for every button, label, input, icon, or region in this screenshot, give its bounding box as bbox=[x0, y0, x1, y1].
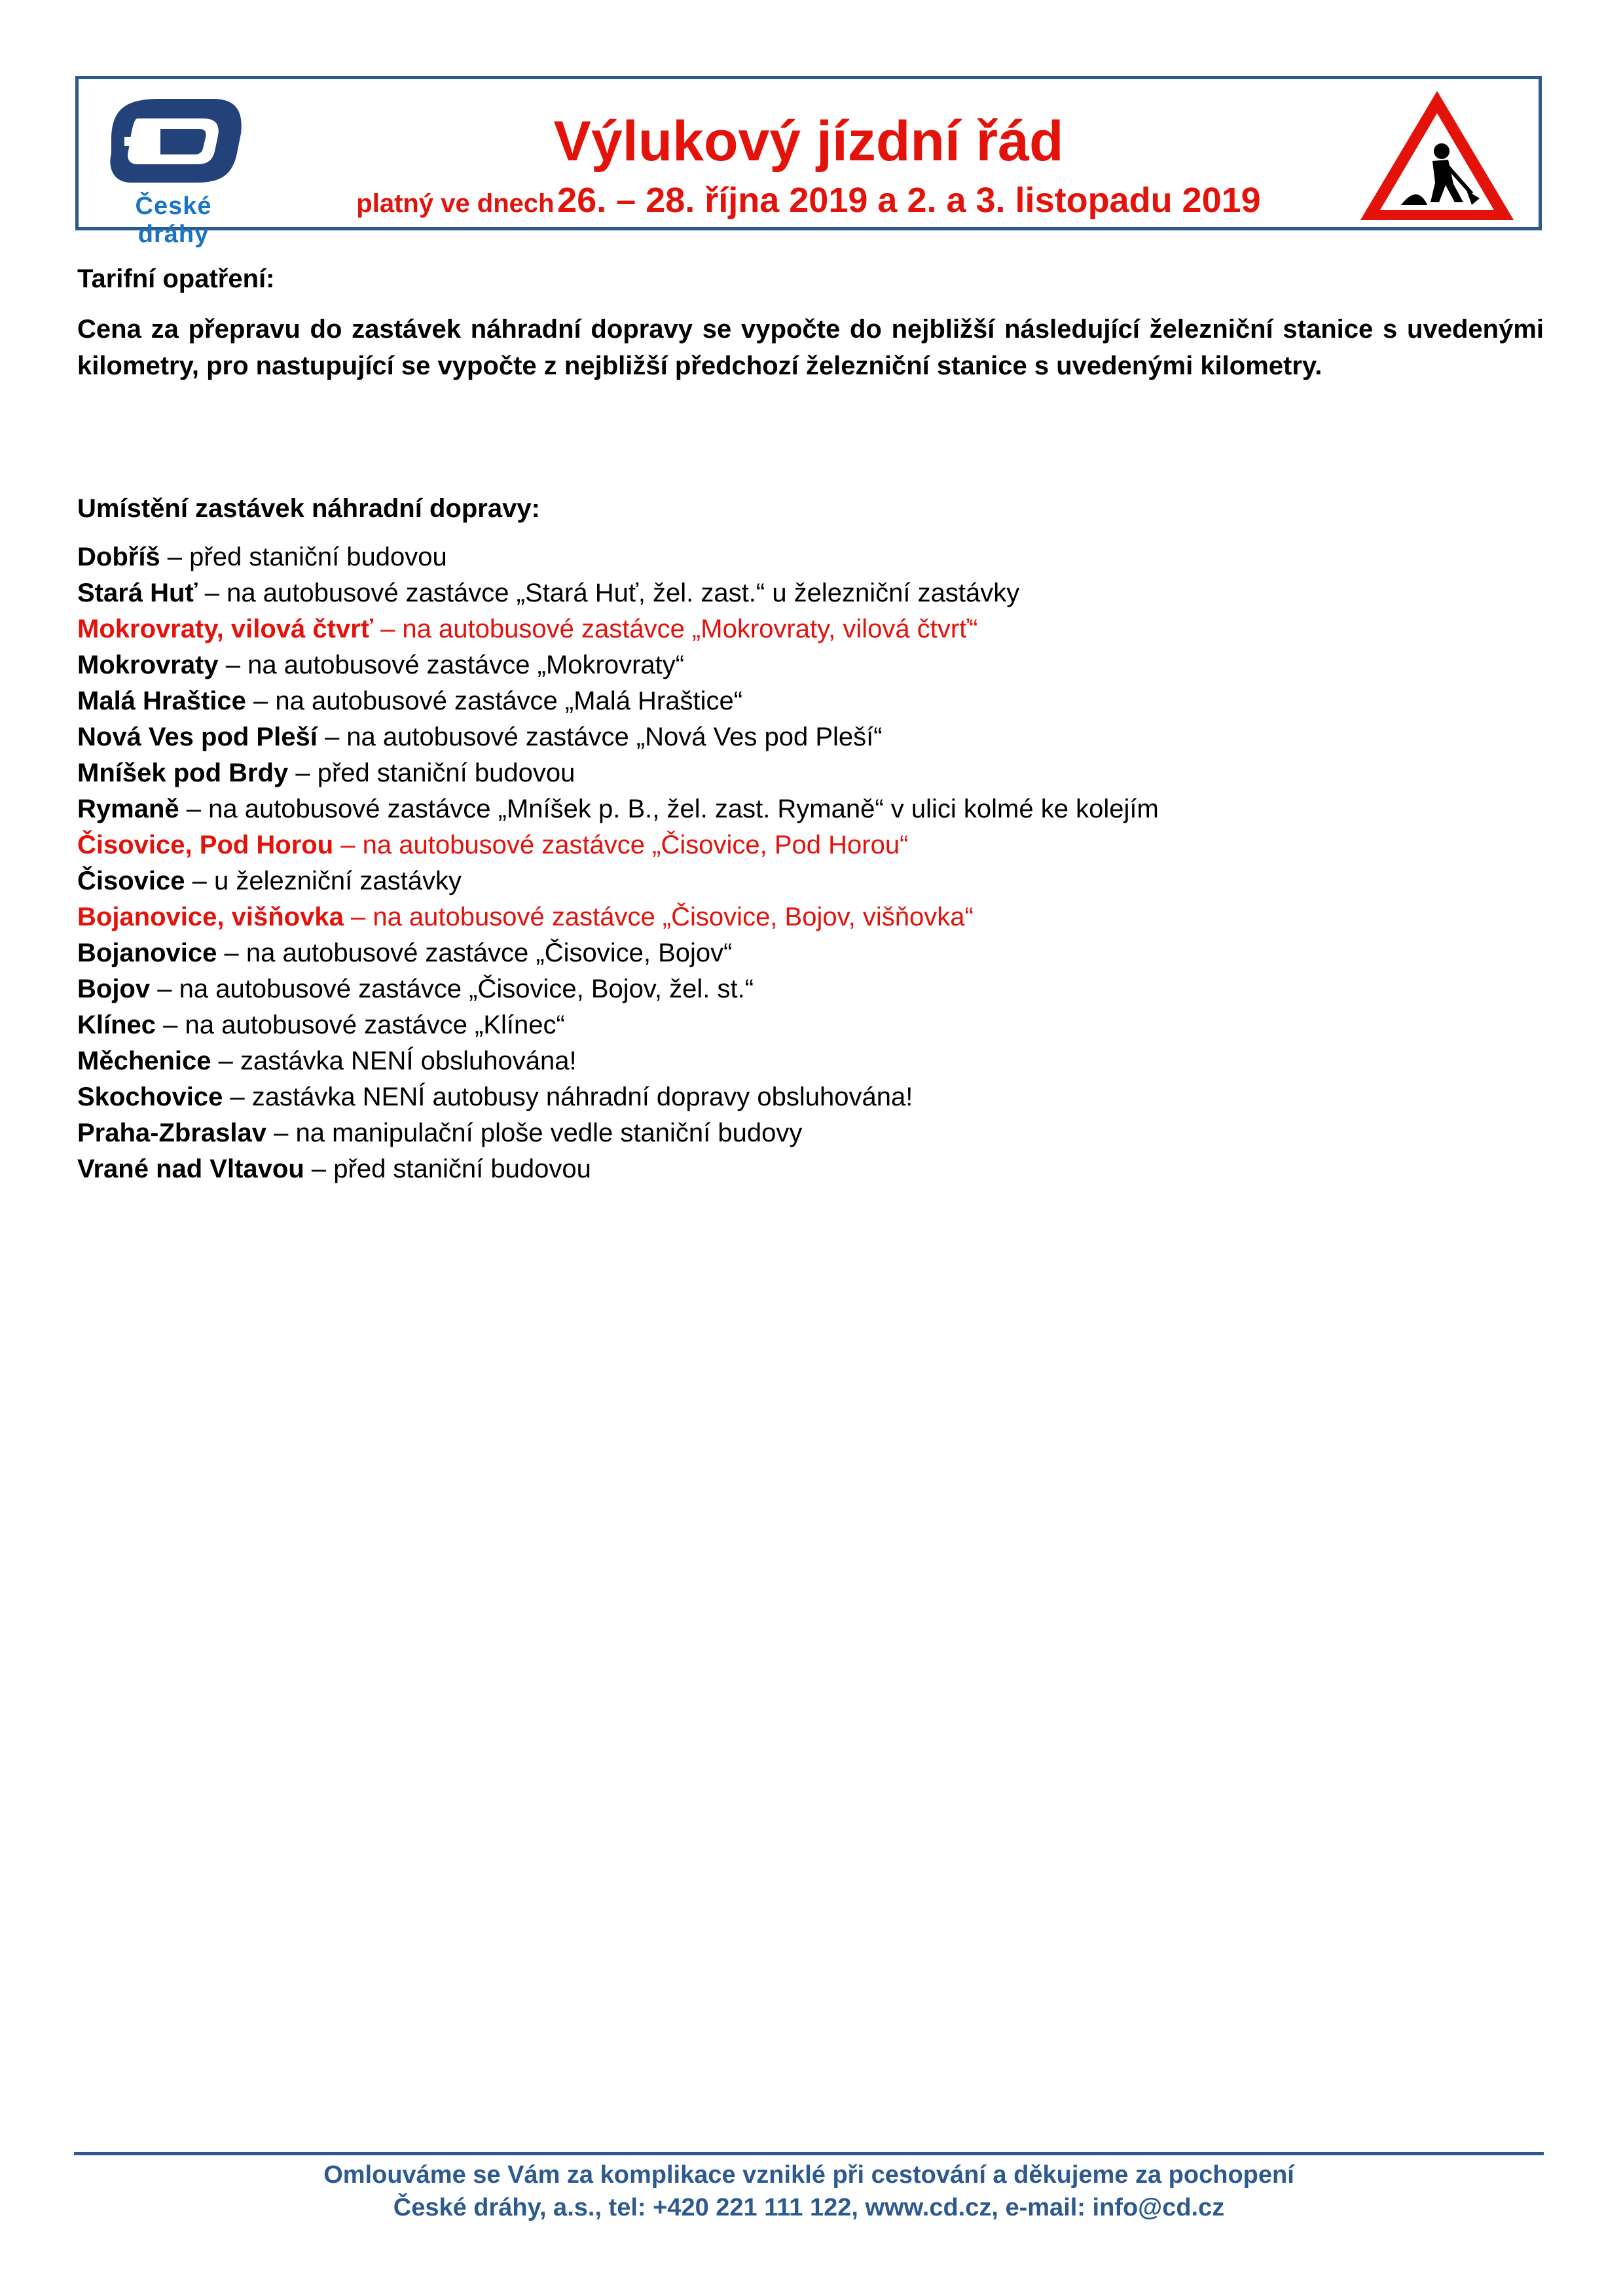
stop-name: Skochovice bbox=[77, 1083, 223, 1111]
stop-name: Praha-Zbraslav bbox=[77, 1119, 267, 1147]
stop-location: – na autobusové zastávce „Mokrovraty“ bbox=[218, 651, 685, 679]
stop-item bbox=[77, 1079, 1544, 1115]
stop-item bbox=[77, 899, 1544, 935]
footer-apology: Omlouváme se Vám za komplikace vzniklé při cestování a děkujeme za pochopení bbox=[323, 2161, 1294, 2189]
stop-location: – zastávka NENÍ autobusy náhradní dopravy obsluhována! bbox=[223, 1083, 913, 1111]
stop-item bbox=[77, 1007, 1544, 1043]
stop-name: Mníšek pod Brdy bbox=[77, 759, 289, 787]
stops-list bbox=[77, 539, 1544, 1187]
stop-name: Bojanovice bbox=[77, 939, 217, 967]
page-title: Výlukový jízdní řád bbox=[553, 110, 1064, 173]
stop-location: – na autobusové zastávce „Mníšek p. B., žel. zast. Rymaně“ v ulici kolmé ke kolejím bbox=[179, 795, 1159, 823]
stop-item bbox=[77, 755, 1544, 791]
stop-name: Dobříš bbox=[77, 543, 160, 571]
stop-name: Měchenice bbox=[77, 1047, 211, 1075]
stop-location: – před staniční budovou bbox=[160, 543, 447, 571]
stop-name: Klínec bbox=[77, 1011, 156, 1039]
stop-name: Malá Hraštice bbox=[77, 687, 246, 715]
stop-item bbox=[77, 827, 1544, 863]
stop-location: – na autobusové zastávce „Mokrovraty, vilová čtvrť“ bbox=[373, 615, 978, 643]
cd-logo-icon bbox=[98, 91, 249, 189]
stop-location: – před staniční budovou bbox=[304, 1155, 591, 1183]
stop-location: – před staniční budovou bbox=[288, 759, 575, 787]
stop-item bbox=[77, 791, 1544, 827]
stop-name: Čisovice bbox=[77, 867, 185, 895]
stop-item bbox=[77, 935, 1544, 971]
stop-item bbox=[77, 719, 1544, 755]
stop-item bbox=[77, 539, 1544, 575]
stops-heading: Umístění zastávek náhradní dopravy: bbox=[77, 494, 540, 523]
stop-name: Bojov bbox=[77, 975, 151, 1003]
stop-name: Bojanovice, višňovka bbox=[77, 903, 344, 931]
stop-item bbox=[77, 1151, 1544, 1187]
stop-location: – na autobusové zastávce „Čisovice, Bojov, žel. st.“ bbox=[150, 975, 754, 1003]
stop-item bbox=[77, 611, 1544, 647]
stop-item bbox=[77, 863, 1544, 899]
stop-item bbox=[77, 1043, 1544, 1079]
stop-location: – na autobusové zastávce „Malá Hraštice“ bbox=[246, 687, 743, 715]
stop-item bbox=[77, 1115, 1544, 1151]
stop-name: Vrané nad Vltavou bbox=[77, 1155, 304, 1183]
stop-location: – u železniční zastávky bbox=[185, 867, 462, 895]
stop-item bbox=[77, 683, 1544, 719]
stop-location: – na autobusové zastávce „Čisovice, Bojov“ bbox=[217, 939, 733, 967]
header-box bbox=[75, 76, 1542, 248]
stop-location: – na autobusové zastávce „Klínec“ bbox=[156, 1011, 565, 1039]
stop-location: – na autobusové zastávce „Čisovice, Bojov, višňovka“ bbox=[343, 903, 974, 931]
stop-item bbox=[77, 575, 1544, 611]
page-subtitle bbox=[249, 177, 1368, 232]
road-works-warning-icon bbox=[1355, 86, 1519, 226]
footer-contact: České dráhy, a.s., tel: +420 221 111 122, www.cd.cz, e-mail: info@cd.cz bbox=[393, 2194, 1225, 2221]
stop-name: Rymaně bbox=[77, 795, 179, 823]
stop-name: Nová Ves pod Pleší bbox=[77, 723, 318, 751]
tariff-heading: Tarifní opatření: bbox=[77, 264, 275, 293]
logo-text: České dráhy bbox=[135, 192, 212, 248]
stop-location: – na manipulační ploše vedle staniční budovy bbox=[266, 1119, 803, 1147]
stop-item bbox=[77, 971, 1544, 1007]
stop-location: – na autobusové zastávce „Stará Huť, žel. zast.“ u železniční zastávky bbox=[197, 579, 1020, 607]
stop-item bbox=[77, 647, 1544, 683]
tariff-text: Cena za přepravu do zastávek náhradní dopravy se vypočte do nejbližší následující železniční stanice s uvedenými kilometry, pro nastupující se vypočte z nejbližší předchozí železniční stanice s uvedenými kilometry. bbox=[77, 315, 1544, 380]
stop-location: – na autobusové zastávce „Čisovice, Pod Horou“ bbox=[333, 831, 909, 859]
stop-location: – na autobusové zastávce „Nová Ves pod Pleší“ bbox=[317, 723, 883, 751]
stop-name: Mokrovraty, vilová čtvrť bbox=[77, 615, 373, 643]
stop-name: Mokrovraty bbox=[77, 651, 219, 679]
stop-name: Čisovice, Pod Horou bbox=[77, 831, 334, 859]
stop-name: Stará Huť bbox=[77, 579, 198, 607]
subtitle-dates: 26. – 28. října 2019 a 2. a 3. listopadu 2019 bbox=[557, 181, 1261, 220]
subtitle-prefix: platný ve dnech bbox=[356, 189, 555, 218]
stop-location: – zastávka NENÍ obsluhována! bbox=[211, 1047, 577, 1075]
cd-logo bbox=[98, 91, 249, 248]
footer-divider bbox=[74, 2152, 1544, 2155]
